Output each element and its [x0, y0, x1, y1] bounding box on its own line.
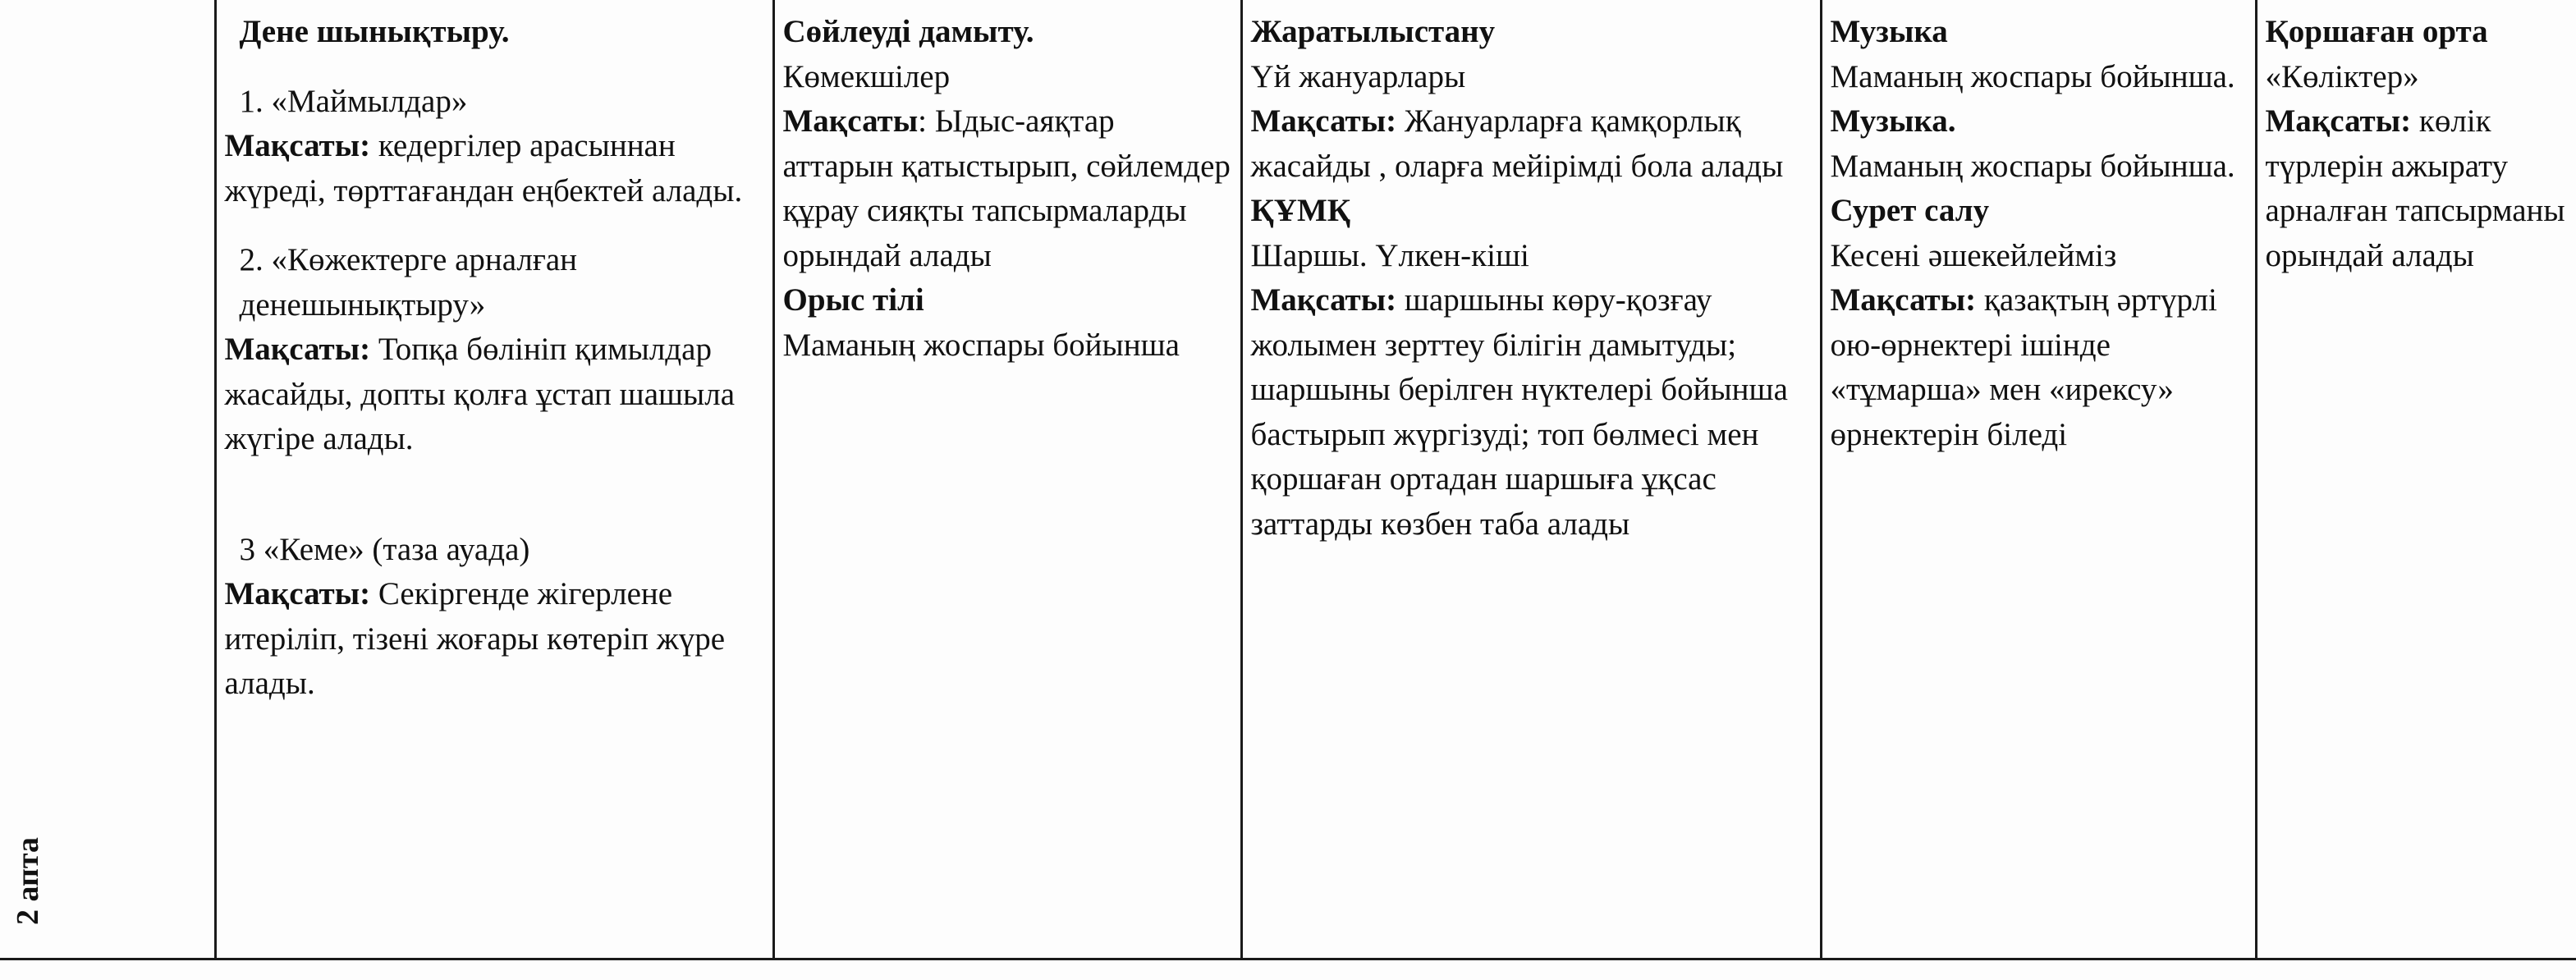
goal-label: Мақсаты:	[1250, 103, 1397, 139]
week-label: 2 апта	[11, 836, 45, 925]
lesson-goal	[1251, 99, 1812, 189]
activity-name: 1. «Маймылдар»	[239, 83, 468, 119]
goal-label: Мақсаты:	[224, 332, 371, 367]
column-title: Музыка	[1830, 14, 1948, 49]
column-korshagan-orta	[2256, 0, 2576, 959]
sub-title: Сурет салу	[1830, 193, 1990, 228]
column-muzyka	[1821, 0, 2256, 959]
activity-name: 3 «Кеме» (таза ауада)	[239, 531, 530, 567]
goal-text: Топқа бөлініп қимылдар жасайды, допты қолға ұстап шашыла жүгіре алады.	[224, 332, 736, 456]
plan-note: Маманың жоспары бойынша.	[1830, 58, 2235, 94]
column-title: Жаратылыстану	[1250, 14, 1496, 49]
goal-text: : Ыдыс-аяқтар аттарын қатыстырып, сөйлемдер құрау сияқты тапсырмаларды орындай алады	[782, 103, 1231, 273]
goal-text: көлік түрлерін ажырату арналған тапсырманы орындай алады	[2265, 103, 2565, 273]
sub-topic: Шаршы. Үлкен-кіші	[1250, 237, 1529, 273]
sub-title: Орыс тілі	[782, 282, 924, 318]
activity-goal	[225, 124, 764, 213]
column-soileudi-damytu	[773, 0, 1241, 959]
sub-title: Музыка.	[1830, 103, 1956, 139]
activity-name: 2. «Көжектерге арналған денешынықтыру»	[239, 242, 578, 323]
plan-note: Маманың жоспары бойынша.	[1830, 148, 2235, 184]
goal-label: Мақсаты	[782, 103, 919, 139]
goal-text: Секіргенде жігерлене итеріліп, тізені жоғары көтеріп жүре алады.	[224, 576, 726, 701]
column-zharatylystanu	[1241, 0, 1821, 959]
activity-goal	[225, 327, 764, 462]
column-title: Сөйлеуді дамыту.	[782, 14, 1034, 49]
sub-title: ҚҰМҚ	[1250, 193, 1351, 228]
lesson-topic: Көмекшілер	[782, 58, 951, 94]
lesson-topic: Кесені әшекейлейміз	[1830, 237, 2117, 273]
lesson-goal	[1831, 278, 2247, 457]
lesson-goal	[2266, 99, 2569, 278]
lesson-goal	[783, 99, 1232, 278]
week-cell	[0, 0, 215, 959]
column-dene-shynyqtyru	[215, 0, 773, 959]
goal-text: кедергілер арасыннан жүреді, төрттағандан еңбектей алады.	[224, 128, 743, 208]
goal-text: Жануарларға қамқорлық жасайды , оларға мейірімді бола алады	[1250, 103, 1784, 184]
goal-text: қазақтың әртүрлі ою-өрнектері ішінде «тұмарша» мен «ирексу» өрнектерін біледі	[1830, 282, 2217, 452]
sub-text: Маманың жоспары бойынша	[782, 327, 1180, 363]
sub-goal	[1251, 278, 1812, 547]
goal-label: Мақсаты:	[224, 576, 371, 611]
goal-label: Мақсаты:	[224, 128, 371, 163]
goal-label: Мақсаты:	[1250, 282, 1397, 318]
goal-label: Мақсаты:	[1830, 282, 1977, 318]
column-title: Қоршаған орта	[2265, 14, 2488, 49]
lesson-topic: Үй жануарлары	[1250, 58, 1466, 94]
lesson-topic: «Көліктер»	[2265, 58, 2419, 94]
goal-text: шаршыны көру-қозғау жолымен зерттеу білігін дамытуды; шаршыны берілген нүктелері бойынша бастырып жүргізуді; топ бөлмесі мен қоршаған ортадан шаршыға ұқсас заттарды көзбен таба алады	[1250, 282, 1788, 542]
column-title: Дене шынықтыру.	[239, 14, 510, 49]
activity-goal	[225, 572, 764, 707]
goal-label: Мақсаты:	[2265, 103, 2412, 139]
